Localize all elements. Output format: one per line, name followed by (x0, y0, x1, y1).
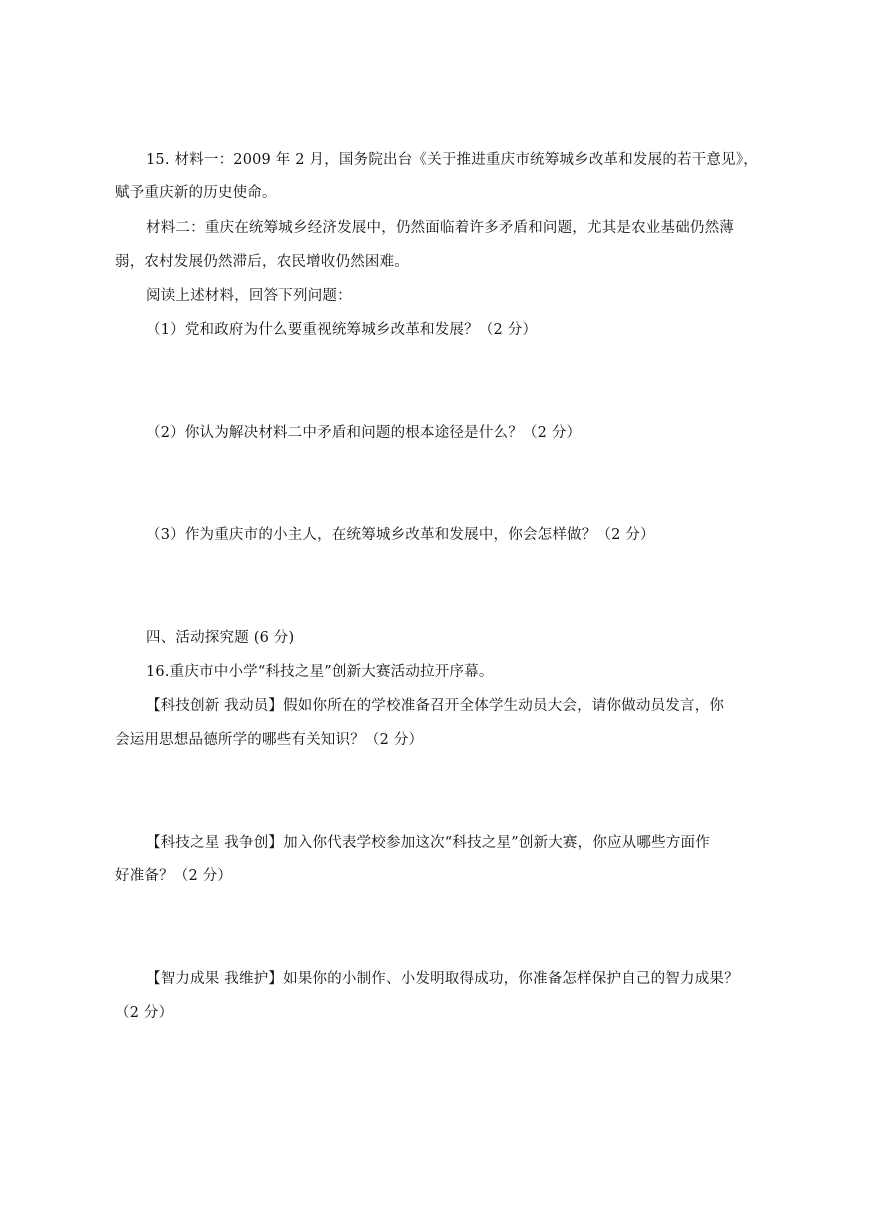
q15-subquestion-3: （3）作为重庆市的小主人，在统筹城乡改革和发展中，你会怎样做？（2 分） (146, 527, 655, 543)
q15-subquestion-2: （2）你认为解决材料二中矛盾和问题的根本途径是什么？（2 分） (146, 425, 582, 441)
q15-material-2-line-2: 弱，农村发展仍然滞后，农民增收仍然困难。 (115, 254, 409, 270)
q16-part-c-line-1: 【智力成果 我维护】如果你的小制作、小发明取得成功，你准备怎样保护自己的智力成果？ (146, 971, 739, 987)
q15-instruction: 阅读上述材料，回答下列问题： (146, 288, 352, 304)
q15-material-1-line-2: 赋予重庆新的历史使命。 (115, 185, 277, 201)
q16-part-b-line-1: 【科技之星 我争创】加入你代表学校参加这次“科技之星”创新大赛，你应从哪些方面作 (146, 835, 710, 851)
q16-part-a-line-2: 会运用思想品德所学的哪些有关知识？（2 分） (115, 732, 424, 748)
q15-material-2-line-1: 材料二：重庆在统筹城乡经济发展中，仍然面临着许多矛盾和问题，尤其是农业基础仍然薄 (146, 220, 734, 236)
q16-part-c-line-2: （2 分） (115, 1005, 174, 1021)
section-4-heading: 四、活动探究题 (6 分) (146, 630, 295, 646)
q15-material-1-line-1: 15. 材料一：2009 年 2 月，国务院出台《关于推进重庆市统筹城乡改革和发展的若干意见》， (146, 152, 758, 168)
q16-intro: 16.重庆市中小学“科技之星”创新大赛活动拉开序幕。 (146, 664, 494, 680)
q15-subquestion-1: （1）党和政府为什么要重视统筹城乡改革和发展？（2 分） (146, 322, 538, 338)
q16-part-b-line-2: 好准备？（2 分） (115, 868, 233, 884)
q16-part-a-line-1: 【科技创新 我动员】假如你所在的学校准备召开全体学生动员大会，请你做动员发言，你 (146, 698, 725, 714)
